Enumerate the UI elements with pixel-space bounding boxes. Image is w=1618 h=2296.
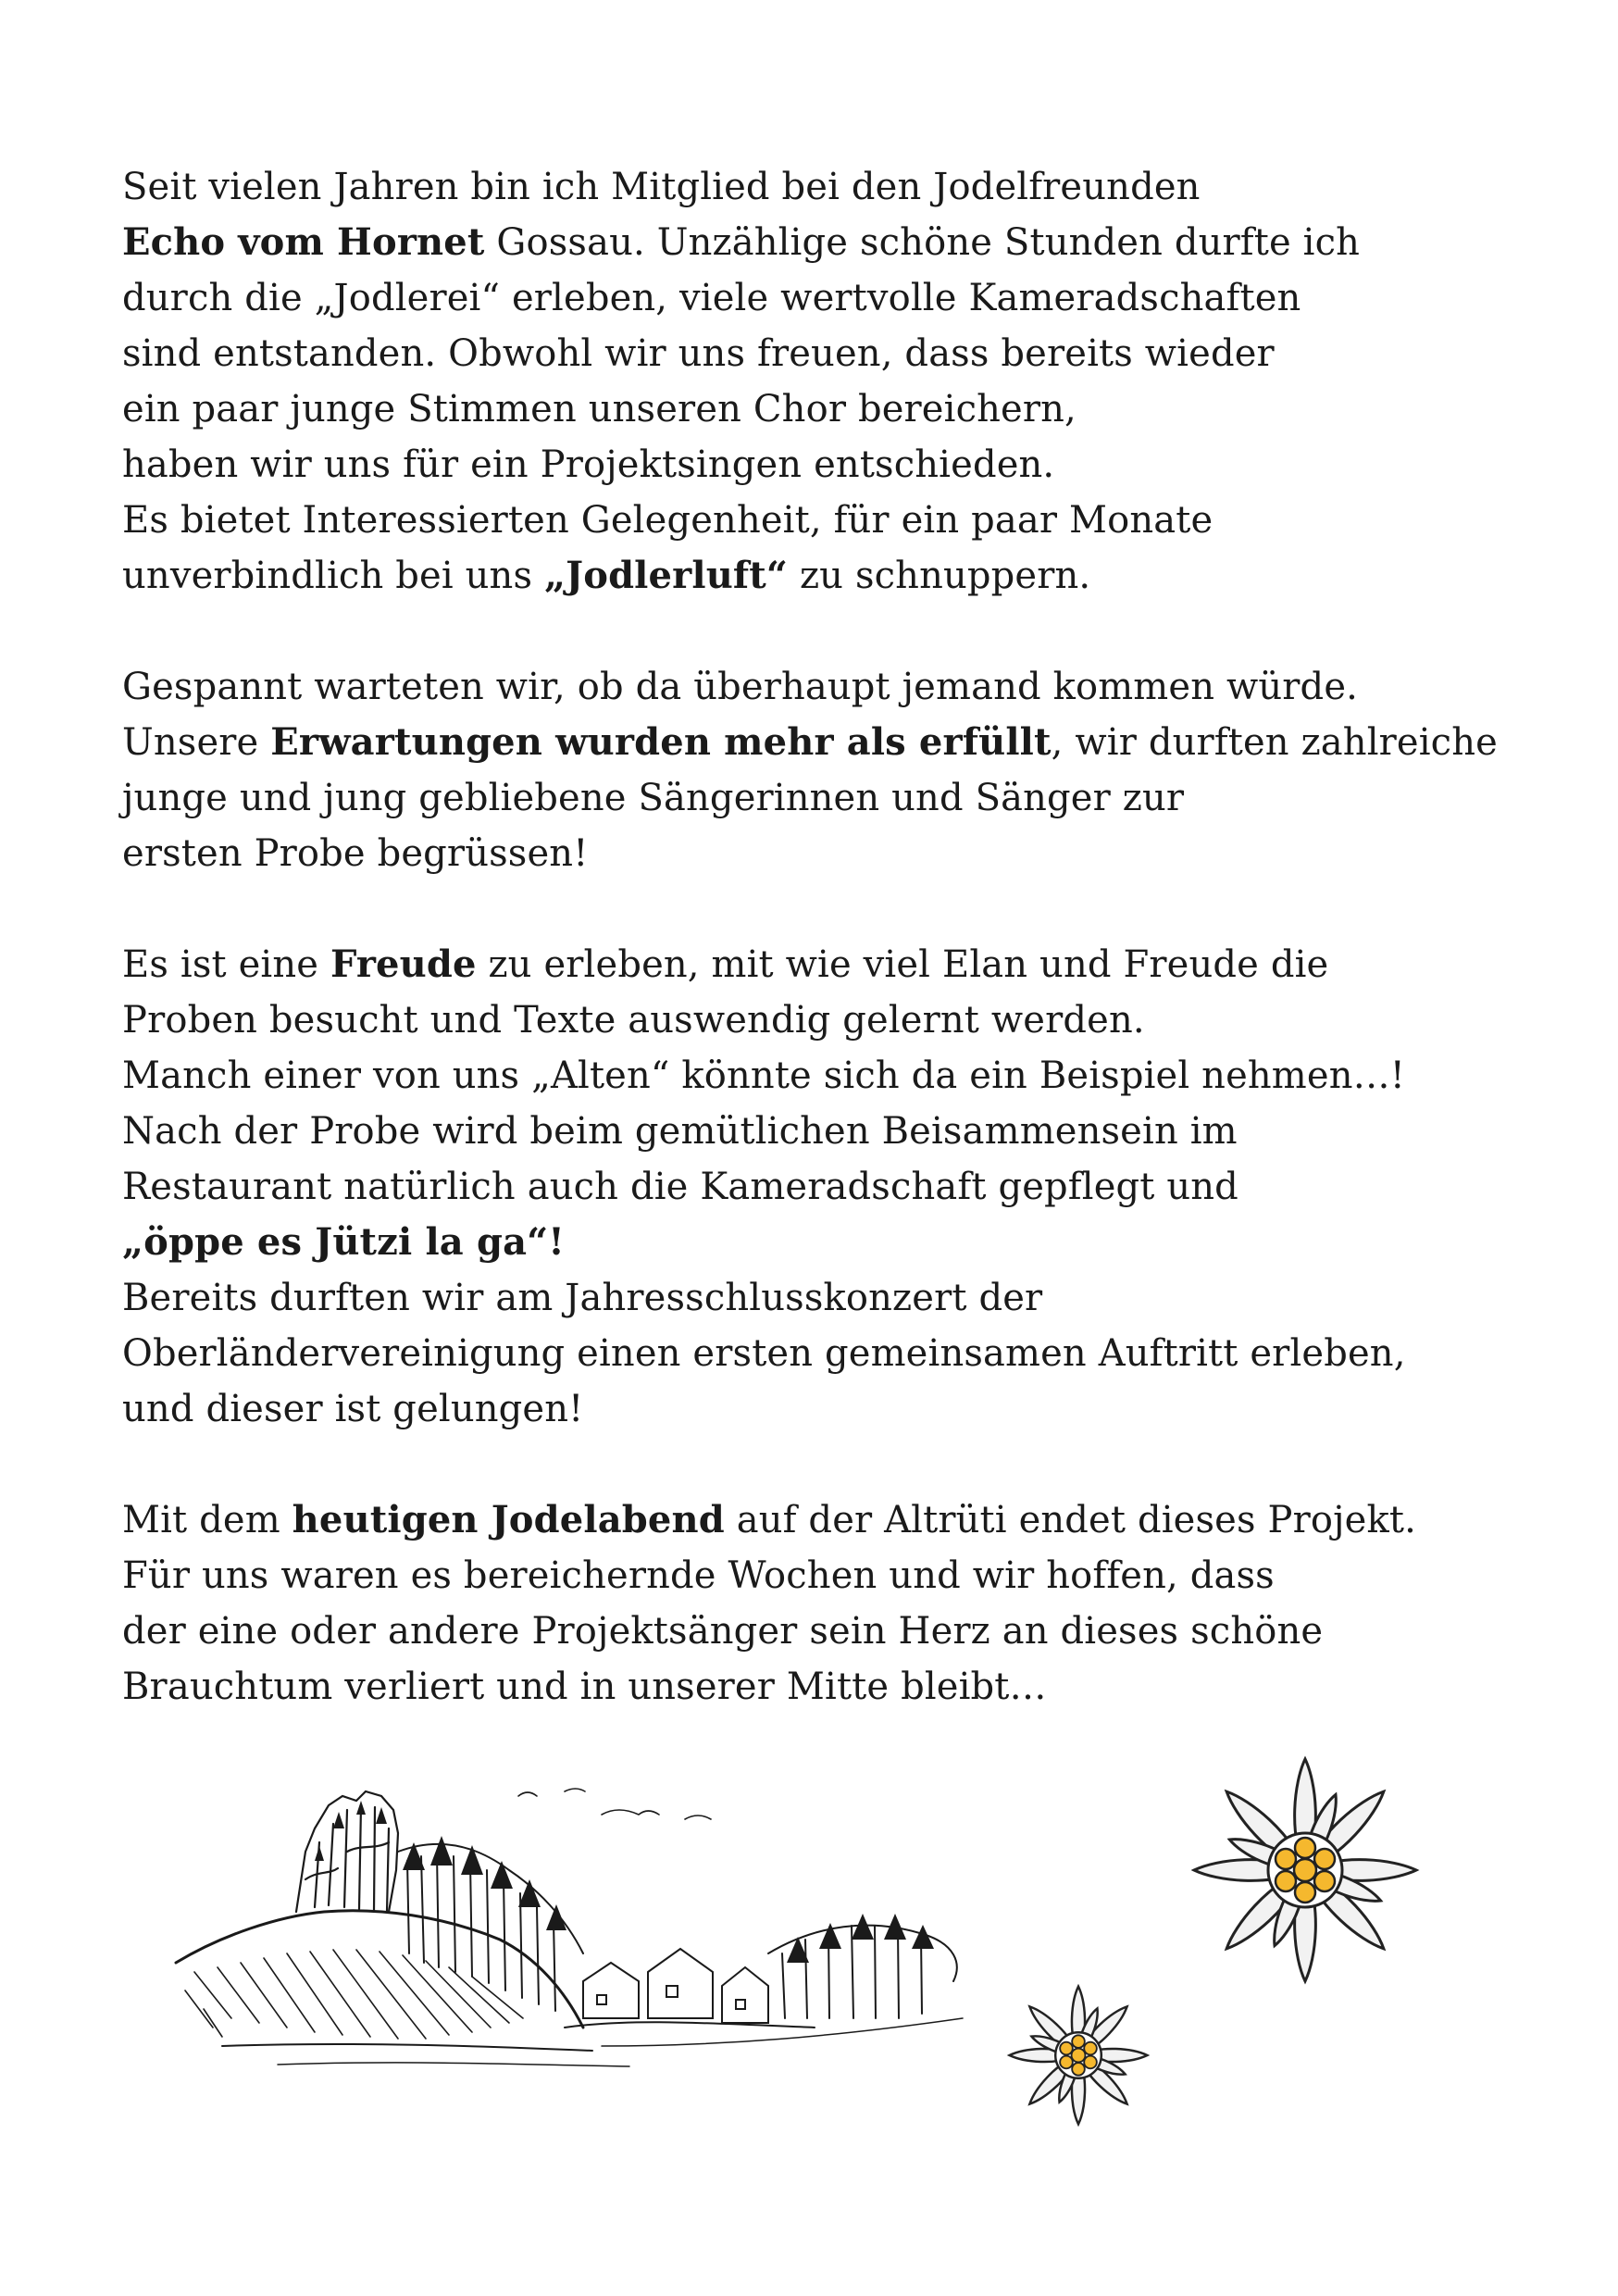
- text-line: [122, 1326, 1566, 1381]
- text-segment: Oberländervereinigung einen ersten gemeinsamen Auftritt erleben,: [122, 1332, 1406, 1375]
- paragraph: [122, 1492, 1566, 1715]
- bold-text: heutigen Jodelabend: [292, 1498, 725, 1541]
- text-segment: Für uns waren es bereichernde Wochen und wir hoffen, dass: [122, 1554, 1275, 1597]
- text-segment: sind entstanden. Obwohl wir uns freuen, dass bereits wieder: [122, 332, 1275, 375]
- text-segment: Mit dem: [122, 1499, 292, 1541]
- text-segment: Es ist eine: [122, 943, 330, 986]
- text-line: [122, 826, 1566, 881]
- text-line: [122, 659, 1566, 715]
- text-segment: unverbindlich bei uns: [122, 555, 544, 597]
- text-segment: Gossau. Unzählige schöne Stunden durfte ich: [484, 221, 1361, 264]
- text-segment: Seit vielen Jahren bin ich Mitglied bei den Jodelfreunden: [122, 166, 1201, 208]
- text-line: [122, 937, 1566, 992]
- text-line: [122, 326, 1566, 381]
- bold-text: Echo vom Hornet: [122, 220, 485, 264]
- text-segment: Proben besucht und Texte auswendig gelernt werden.: [122, 999, 1145, 1042]
- edelweiss-small-icon: [1010, 1987, 1148, 2125]
- paragraph: [122, 159, 1566, 604]
- bold-text: Erwartungen wurden mehr als erfüllt: [270, 720, 1052, 764]
- paragraph: [122, 659, 1566, 881]
- text-segment: zu schnuppern.: [788, 555, 1091, 597]
- text-segment: zu erleben, mit wie viel Elan und Freude die: [476, 943, 1329, 986]
- text-segment: Restaurant natürlich auch die Kameradschaft gepflegt und: [122, 1166, 1238, 1208]
- text-line: [122, 1659, 1566, 1715]
- text-line: [122, 1048, 1566, 1104]
- text-segment: Manch einer von uns „Alten“ könnte sich da ein Beispiel nehmen…!: [122, 1054, 1405, 1097]
- text-line: [122, 992, 1566, 1048]
- text-segment: auf der Altrüti endet dieses Projekt.: [724, 1499, 1416, 1541]
- text-line: [122, 159, 1566, 215]
- text-line: [122, 1104, 1566, 1159]
- edelweiss-large-icon: [1194, 1759, 1416, 1981]
- text-segment: der eine oder andere Projektsänger sein Herz an dieses schöne: [122, 1610, 1324, 1653]
- text-line: [122, 770, 1566, 826]
- text-line: [122, 215, 1566, 270]
- text-segment: Brauchtum verliert und in unserer Mitte bleibt…: [122, 1666, 1047, 1708]
- text-segment: ersten Probe begrüssen!: [122, 832, 589, 875]
- article-text: [122, 159, 1566, 1770]
- paragraph: [122, 937, 1566, 1437]
- text-line: [122, 548, 1566, 604]
- illustration: [167, 1741, 1462, 2157]
- text-line: [122, 1603, 1566, 1659]
- bold-text: „öppe es Jützi la ga“!: [122, 1220, 566, 1264]
- text-line: [122, 1548, 1566, 1603]
- text-line: [122, 381, 1566, 437]
- text-segment: durch die „Jodlerei“ erleben, viele wertvolle Kameradschaften: [122, 277, 1301, 319]
- text-segment: und dieser ist gelungen!: [122, 1388, 584, 1430]
- text-line: [122, 1270, 1566, 1326]
- text-line: [122, 270, 1566, 326]
- text-segment: Unsere: [122, 721, 271, 764]
- bold-text: Freude: [330, 942, 477, 986]
- text-segment: Gespannt warteten wir, ob da überhaupt jemand kommen würde.: [122, 666, 1359, 708]
- text-line: [122, 1159, 1566, 1215]
- text-segment: haben wir uns für ein Projektsingen entschieden.: [122, 443, 1055, 486]
- text-segment: Nach der Probe wird beim gemütlichen Beisammensein im: [122, 1110, 1238, 1153]
- landscape-sketch-icon: [176, 1789, 963, 2066]
- text-line: [122, 493, 1566, 548]
- text-segment: Bereits durften wir am Jahresschlusskonzert der: [122, 1277, 1043, 1319]
- text-segment: junge und jung gebliebene Sängerinnen und Sänger zur: [122, 777, 1185, 819]
- text-line: [122, 437, 1566, 493]
- text-line: [122, 1381, 1566, 1437]
- bold-text: „Jodlerluft“: [544, 554, 789, 597]
- text-segment: , wir durften zahlreiche: [1051, 721, 1498, 764]
- text-line: [122, 715, 1566, 770]
- text-line: [122, 1492, 1566, 1548]
- text-segment: ein paar junge Stimmen unseren Chor bereichern,: [122, 388, 1077, 430]
- text-segment: Es bietet Interessierten Gelegenheit, für ein paar Monate: [122, 499, 1214, 542]
- text-line: [122, 1215, 1566, 1270]
